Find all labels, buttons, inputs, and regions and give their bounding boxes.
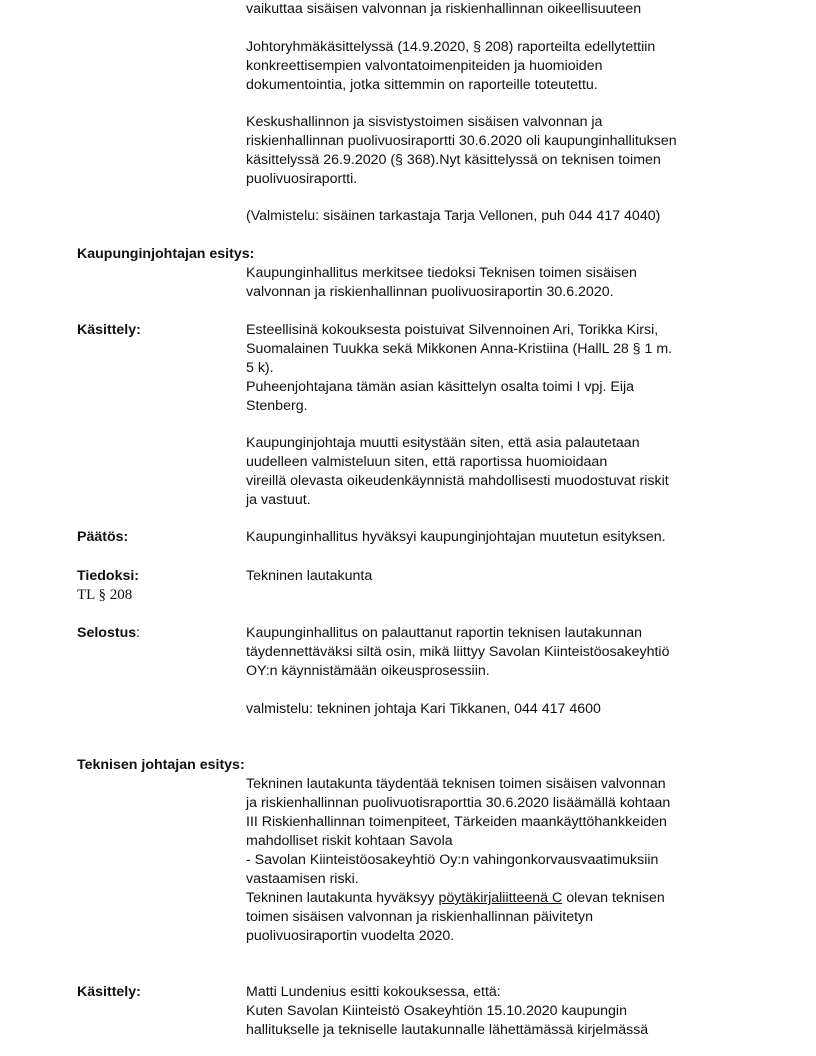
text-line: Kaupunginhallitus hyväksyi kaupunginjohtajan muutetun esityksen. — [246, 529, 666, 545]
explanation-label — [77, 624, 140, 643]
text-line: riskienhallinnan puolivuosiraportti 30.6.2020 oli kaupunginhallituksen — [246, 133, 677, 149]
text-line: Matti Lundenius esitti kokouksessa, että: — [246, 984, 501, 1000]
text-line: dokumentointia, jotka sittemmin on raporteille toteutettu. — [246, 77, 598, 93]
text-line: Esteellisinä kokouksesta poistuivat Silvennoinen Ari, Torikka Kirsi, — [246, 322, 659, 338]
approval-text-end: olevan teknisen — [562, 890, 665, 906]
approval-line — [246, 889, 746, 908]
text-line: III Riskienhallinnan toimenpiteet, Tärkeiden maankäyttöhankkeiden — [246, 814, 667, 830]
decision-text — [246, 528, 746, 547]
tech-proposal-label: Teknisen johtajan esitys: — [77, 757, 245, 773]
text-line: Tekninen lautakunta — [246, 568, 373, 584]
for-info-label: Tiedoksi: — [77, 568, 140, 584]
attachment-c-link[interactable]: pöytäkirjaliitteenä C — [438, 890, 563, 906]
text-line: ja riskienhallinnan puolivuotisraporttia 30.6.2020 lisäämällä kohtaan — [246, 795, 671, 811]
text-line: Kaupunginhallitus on palauttanut raportin teknisen lautakunnan — [246, 625, 642, 641]
text-line: uudelleen valmisteluun siten, että raportissa huomioidaan — [246, 454, 608, 470]
text-line: Puheenjohtajana tämän asian käsittelyn osalta toimi I vpj. Eija — [246, 379, 635, 395]
explanation-label-colon: : — [136, 625, 141, 641]
handling-2-text — [246, 983, 746, 1040]
text-line: OY:n käynnistämään oikeusprosessiin. — [246, 663, 490, 679]
text-line: 5 k). — [246, 360, 274, 376]
text-line: Kaupunginjohtaja muutti esitystään siten, että asia palautetaan — [246, 435, 640, 451]
text-line: Johtoryhmäkäsittelyssä (14.9.2020, § 208) raporteilta edellytettiin — [246, 39, 656, 55]
approval-text-start: Tekninen lautakunta hyväksyy — [246, 890, 439, 906]
text-line: toimen sisäisen valvonnan ja riskienhallinnan päivitetyn — [246, 909, 594, 925]
intro-paragraph-2 — [246, 113, 746, 189]
tech-proposal-text — [246, 775, 746, 946]
proposal-label: Kaupunginjohtajan esitys: — [77, 246, 255, 262]
handling-label: Käsittely: — [77, 322, 141, 338]
explanation-text — [246, 624, 746, 681]
intro-paragraph-1 — [246, 38, 746, 95]
intro-top-line: vaikuttaa sisäisen valvonnan ja riskienhallinnan oikeellisuuteen — [246, 1, 642, 17]
text-line: Tekninen lautakunta täydentää teknisen toimen sisäisen valvonnan — [246, 776, 666, 792]
handling-text-a — [246, 321, 746, 416]
explanation-label-text: Selostus — [77, 625, 137, 641]
text-line: - Savolan Kiinteistöosakeyhtiö Oy:n vahingonkorvausvaatimuksiin — [246, 852, 659, 868]
proposal-text — [246, 264, 746, 302]
intro-section — [246, 0, 746, 19]
text-line: ja vastuut. — [246, 492, 311, 508]
handling-label: Käsittely: — [77, 984, 141, 1000]
text-line: konkreettisempien valvontatoimenpiteiden ja huomioiden — [246, 58, 603, 74]
text-line: Kuten Savolan Kiinteistö Osakeyhtiön 15.10.2020 kaupungin — [246, 1003, 627, 1019]
text-line: puolivuosiraportti. — [246, 171, 358, 187]
text-line: mahdolliset riskit kohtaan Savola — [246, 833, 453, 849]
text-line: vastaamisen riski. — [246, 871, 359, 887]
text-line: hallitukselle ja tekniselle lautakunnalle lähettämässä kirjelmässä — [246, 1022, 649, 1038]
decision-label: Päätös: — [77, 529, 129, 545]
text-line: käsittelyssä 26.9.2020 (§ 368).Nyt käsittelyssä on teknisen toimen — [246, 152, 661, 168]
text-line: täydennettäväksi siltä osin, mikä liittyy Savolan Kiinteistöosakeyhtiö — [246, 644, 670, 660]
preparer-note: valmistelu: tekninen johtaja Kari Tikkanen, 044 417 4600 — [246, 701, 601, 717]
intro-preparer — [246, 207, 746, 226]
text-line: Suomalainen Tuukka sekä Mikkonen Anna-Kristiina (HallL 28 § 1 m. — [246, 341, 673, 357]
text-line: Stenberg. — [246, 398, 308, 414]
preparer-note: (Valmistelu: sisäinen tarkastaja Tarja Vellonen, puh 044 417 4040) — [246, 208, 661, 224]
text-line: Keskushallinnon ja sisvistystoimen sisäisen valvonnan ja — [246, 114, 603, 130]
text-line: Kaupunginhallitus merkitsee tiedoksi Teknisen toimen sisäisen — [246, 265, 637, 281]
text-line: vireillä olevasta oikeudenkäynnistä mahdollisesti muodostuvat riskit — [246, 473, 669, 489]
text-line: puolivuosiraportin vuodelta 2020. — [246, 928, 455, 944]
handling-text-b — [246, 434, 746, 510]
text-line: valvonnan ja riskienhallinnan puolivuosiraportin 30.6.2020. — [246, 284, 614, 300]
for-info-reference: TL § 208 — [77, 587, 133, 603]
for-info-text — [246, 567, 746, 586]
explanation-preparer — [246, 700, 746, 719]
